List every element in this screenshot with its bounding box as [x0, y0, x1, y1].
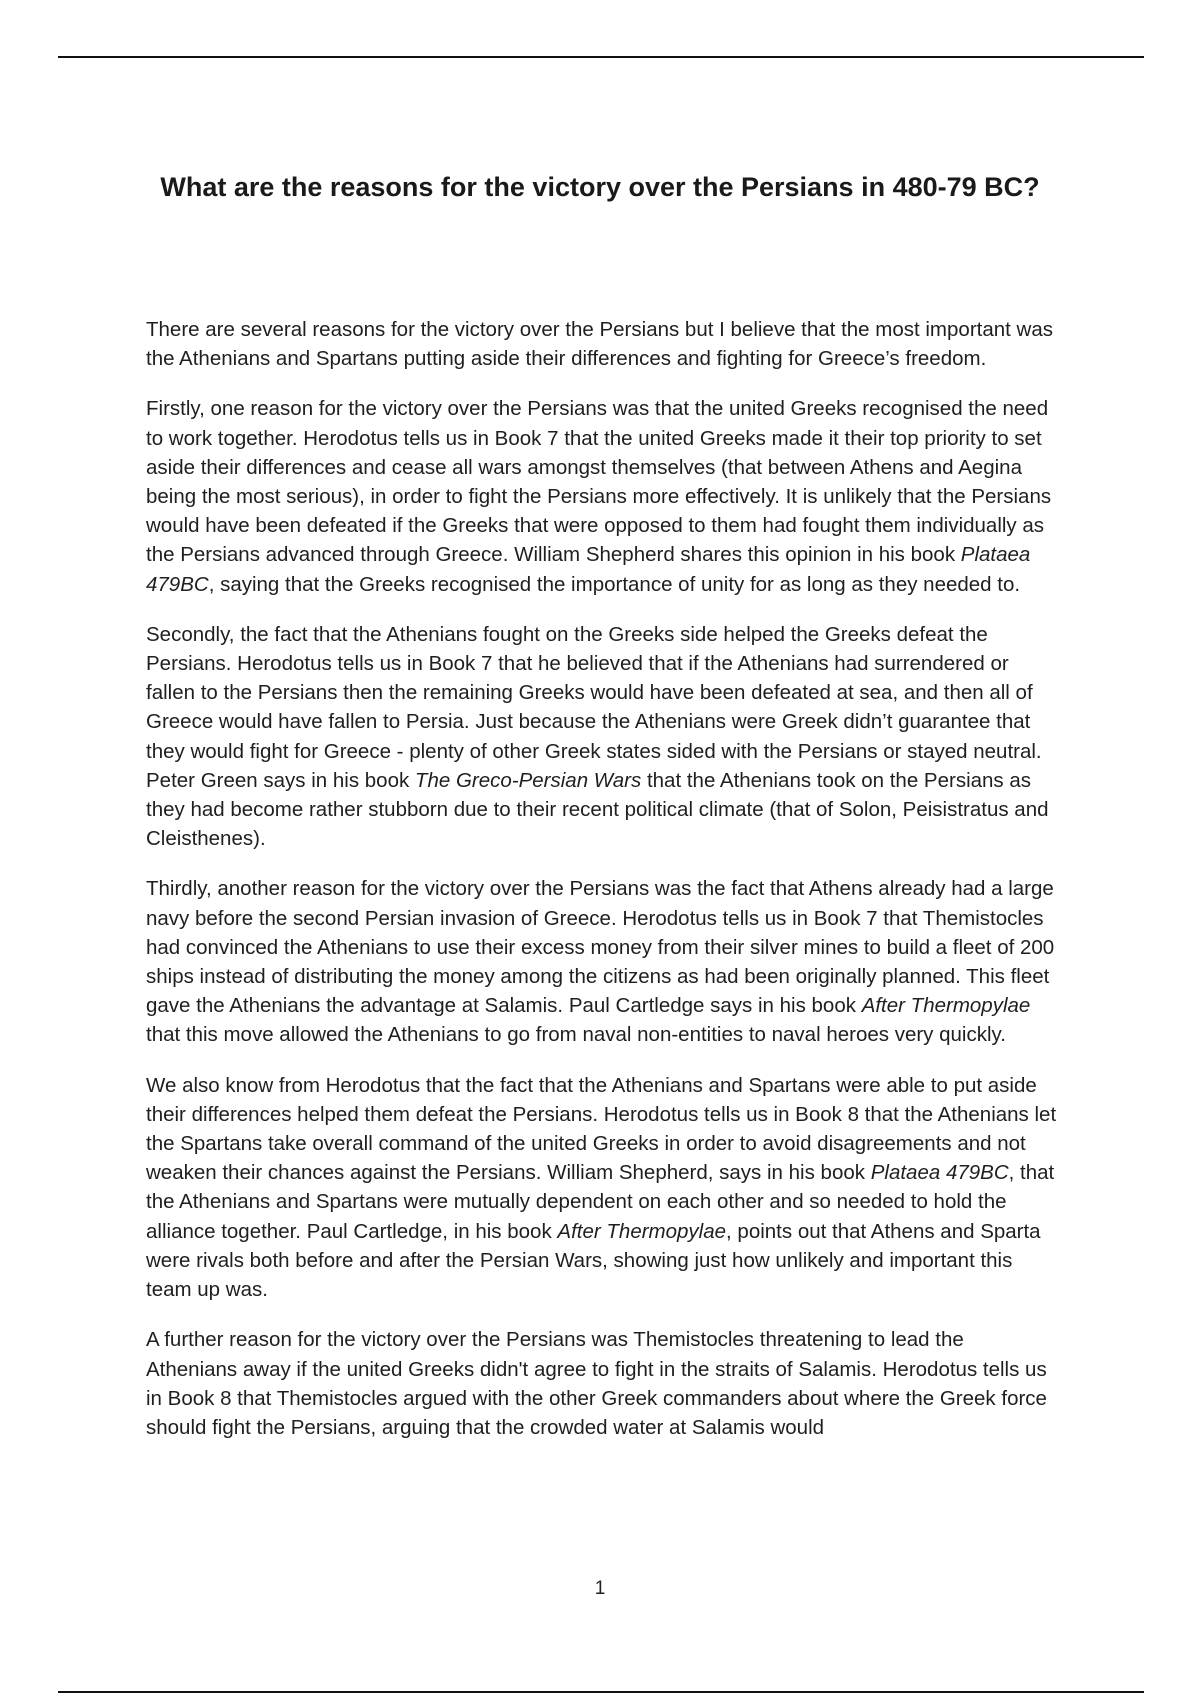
book-title: Plataea 479BC — [146, 543, 1031, 596]
paragraph-text: , saying that the Greeks recognised the importance of unity for as long as they needed to. — [208, 572, 1021, 596]
page-number: 1 — [594, 1578, 606, 1599]
document-title: What are the reasons for the victory over the Persians in 480-79 BC? — [160, 172, 1040, 202]
header-rule — [58, 56, 1144, 58]
paragraph-text: A further reason for the victory over the Persians was Themistocles threatening to lead the Athenians away if the united Greeks didn't agree to fight in the straits of Salamis. Herodotus tells us in Book 8 that Themistocles argued with the other Greek commanders about where the Greek force should fight the Persians, arguing that the crowded water at Salamis would — [146, 1328, 1047, 1439]
paragraph-unity — [146, 394, 1058, 598]
paragraph-text: that the Athenians took on the Persians as they had become rather stubborn due to their recent political climate (that of Solon, Peisistratus and Cleisthenes). — [146, 768, 1049, 851]
book-title: Plataea 479BC — [870, 1161, 1009, 1185]
paragraph-alliance — [146, 1071, 1058, 1305]
book-title: After Thermopylae — [861, 994, 1031, 1018]
book-title: The Greco-Persian Wars — [414, 768, 642, 792]
paragraph-text: that this move allowed the Athenians to go from naval non-entities to naval heroes very quickly. — [146, 1023, 1006, 1047]
document-body — [146, 315, 1058, 1442]
paragraph-text: Secondly, the fact that the Athenians fought on the Greeks side helped the Greeks defeat the Persians. Herodotus tells us in Book 7 that he believed that if the Athenians had surrendered or fallen to the Persians then the remaining Greeks would have been defeated at sea, and then all of Greece would have fallen to Persia. Just because the Athenians were Greek didn’t guarantee that they would fight for Greece - plenty of other Greek states sided with the Persians or stayed neutral. Peter Green says in his book — [146, 622, 1042, 792]
paragraph-text: , points out that Athens and Sparta were rivals both before and after the Persian Wars, showing just how unlikely and important this team up was. — [146, 1219, 1041, 1302]
paragraph-text: Firstly, one reason for the victory over the Persians was that the united Greeks recognised the need to work together. Herodotus tells us in Book 7 that the united Greeks made it their top priority to set aside their differences and cease all wars amongst themselves (that between Athens and Aegina being the most serious), in order to fight the Persians more effectively. It is unlikely that the Persians would have been defeated if the Greeks that were opposed to them had fought them individually as the Persians advanced through Greece. William Shepherd shares this opinion in his book — [146, 397, 1052, 567]
paragraph-themistocles — [146, 1325, 1058, 1442]
paragraph-text: We also know from Herodotus that the fact that the Athenians and Spartans were able to put aside their differences helped them defeat the Persians. Herodotus tells us in Book 8 that the Athenians let the Spartans take overall command of the united Greeks in order to avoid disagreements and not weaken their chances against the Persians. William Shepherd, says in his book — [146, 1073, 1057, 1185]
paragraph-text: , that the Athenians and Spartans were mutually dependent on each other and so needed to hold the alliance together. Paul Cartledge, in his book — [146, 1161, 1055, 1243]
paragraph-navy — [146, 874, 1058, 1049]
book-title: After Thermopylae — [557, 1219, 727, 1243]
footer-rule — [58, 1691, 1144, 1693]
paragraph-intro — [146, 315, 1058, 373]
paragraph-athenians — [146, 620, 1058, 854]
paragraph-text: There are several reasons for the victory over the Persians but I believe that the most important was the Athenians and Spartans putting aside their differences and fighting for Greece’s freedom. — [146, 318, 1053, 371]
paragraph-text: Thirdly, another reason for the victory over the Persians was the fact that Athens already had a large navy before the second Persian invasion of Greece. Herodotus tells us in Book 7 that Themistocles had convinced the Athenians to use their excess money from their silver mines to build a fleet of 200 ships instead of distributing the money among the citizens as had been originally planned. This fleet gave the Athenians the advantage at Salamis. Paul Cartledge says in his book — [146, 877, 1055, 1018]
